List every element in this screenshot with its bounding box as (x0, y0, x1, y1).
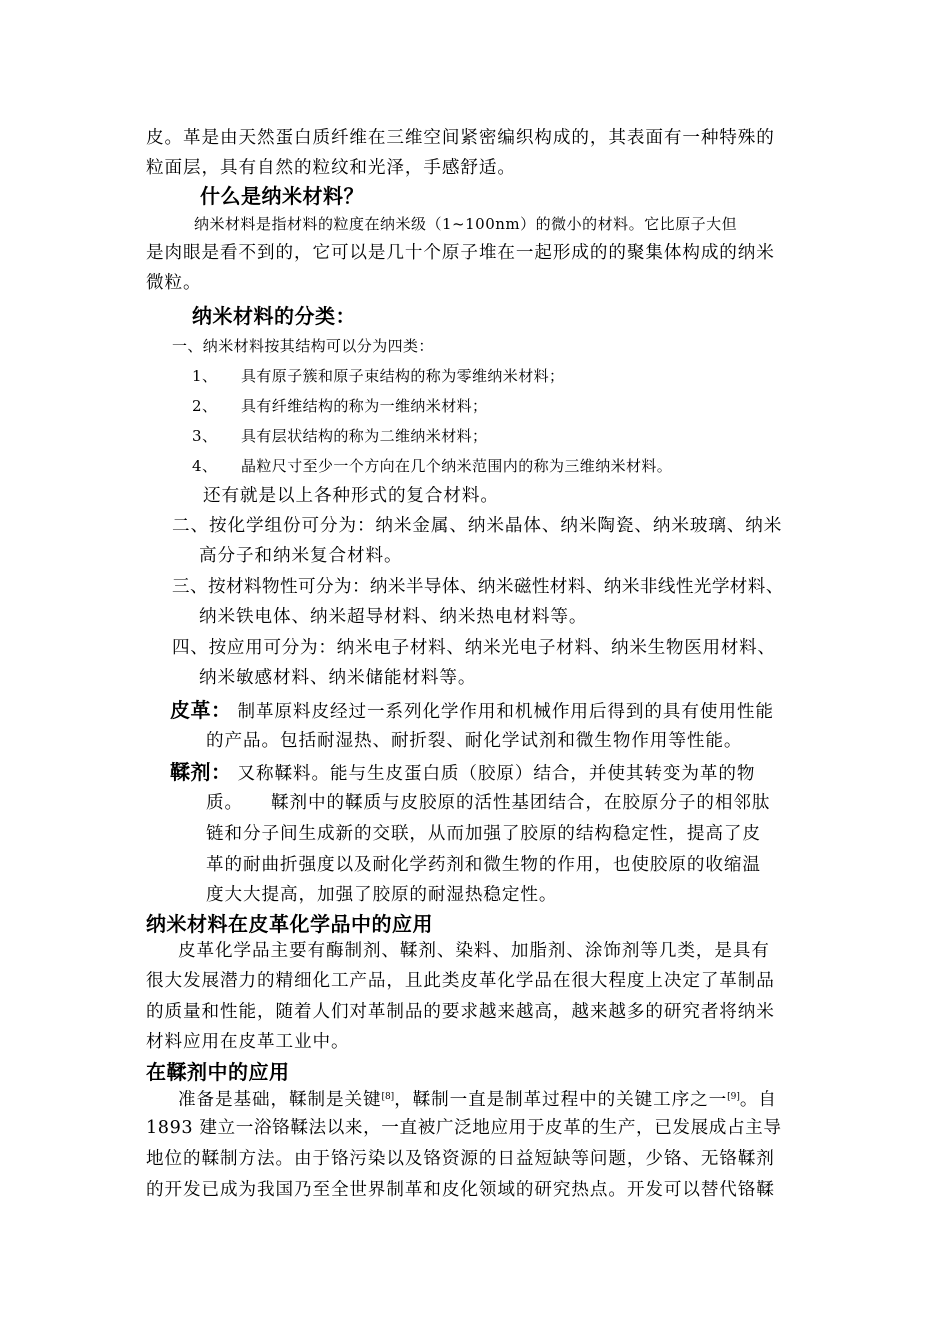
leather-definition-line-2: 的产品。包括耐湿热、耐折裂、耐化学试剂和微生物作用等性能。 (206, 731, 743, 751)
tanning-agent-line-3: 链和分子间生成新的交联，从而加强了胶原的结构稳定性，提高了皮 (206, 824, 761, 844)
heading-application: 纳米材料在皮革化学品中的应用 (146, 912, 433, 936)
item-number: 3、 (192, 427, 218, 445)
in-tanning-line-2: 1893 建立一浴铬鞣法以来，一直被广泛地应用于皮革的生产，已发展成占主导 (146, 1118, 782, 1138)
in-tanning-text-c: 。自 (739, 1090, 777, 1110)
tanning-agent-text: 又称鞣料。能与生皮蛋白质（胶原）结合，并使其转变为革的物 (237, 764, 756, 784)
classification-by-chemistry-2: 高分子和纳米复合材料。 (199, 546, 403, 566)
item-number: 2、 (192, 397, 218, 415)
tanning-agent-line-4: 革的耐曲折强度以及耐化学药剂和微生物的作用，也使胶原的收缩温 (206, 855, 761, 875)
application-line-1: 皮革化学品主要有酶制剂、鞣剂、染料、加脂剂、涂饰剂等几类，是具有 (178, 941, 770, 961)
in-tanning-line-3: 地位的鞣制方法。由于铬污染以及铬资源的日益短缺等问题，少铬、无铬鞣剂 (146, 1149, 775, 1169)
classification-by-property-1: 三、按材料物性可分为：纳米半导体、纳米磁性材料、纳米非线性光学材料、 (172, 577, 784, 597)
intro-line-2: 粒面层，具有自然的粒纹和光泽，手感舒适。 (146, 158, 516, 178)
item-text: 具有层状结构的称为二维纳米材料； (241, 427, 488, 445)
leather-term: 皮革： (170, 698, 232, 722)
structure-item-1 (192, 364, 564, 388)
tanning-agent-text-a: 质。 (206, 793, 243, 813)
what-is-line-3: 微粒。 (146, 273, 202, 293)
classification-by-chemistry-1: 二、按化学组份可分为：纳米金属、纳米晶体、纳米陶瓷、纳米玻璃、纳米 (172, 516, 783, 536)
in-tanning-line-4: 的开发已成为我国乃至全世界制革和皮化领域的研究热点。开发可以替代铬鞣 (146, 1180, 775, 1200)
citation-9: [9] (727, 1092, 740, 1102)
tanning-agent-line-1 (170, 760, 755, 786)
structure-item-3 (192, 424, 487, 448)
in-tanning-text-b: ，鞣制一直是制革过程中的关键工序之一 (394, 1090, 728, 1110)
tanning-agent-line-2 (206, 791, 770, 815)
intro-line-1: 皮。革是由天然蛋白质纤维在三维空间紧密编织构成的，其表面有一种特殊的 (146, 128, 775, 148)
structure-item-4 (192, 454, 672, 478)
application-line-2: 很大发展潜力的精细化工产品，且此类皮革化学品在很大程度上决定了革制品 (146, 971, 775, 991)
classification-by-application-2: 纳米敏感材料、纳米储能材料等。 (199, 668, 477, 688)
classification-by-application-1: 四、按应用可分为：纳米电子材料、纳米光电子材料、纳米生物医用材料、 (172, 638, 776, 658)
item-number: 1、 (192, 367, 218, 385)
leather-definition-line-1 (170, 698, 774, 724)
what-is-line-1: 纳米材料是指材料的粒度在纳米级（1~100nm）的微小的材料。它比原子大但 (194, 215, 738, 233)
item-text: 晶粒尺寸至少一个方向在几个纳米范围内的称为三维纳米材料。 (241, 457, 673, 475)
heading-what-is-nanomaterial: 什么是纳米材料？ (200, 184, 364, 208)
heading-classification: 纳米材料的分类： (192, 304, 356, 328)
what-is-line-2: 是肉眼是看不到的，它可以是几十个原子堆在一起形成的的聚集体构成的纳米 (146, 243, 775, 263)
item-text: 具有原子簇和原子束结构的称为零维纳米材料； (241, 367, 565, 385)
tanning-agent-term: 鞣剂： (170, 760, 232, 784)
citation-8: [8] (381, 1092, 395, 1102)
tanning-agent-line-5: 度大大提高，加强了胶原的耐湿热稳定性。 (206, 885, 558, 905)
item-number: 4、 (192, 457, 218, 475)
structure-item-2 (192, 394, 487, 418)
application-line-3: 的质量和性能，随着人们对革制品的要求越来越高，越来越多的研究者将纳米 (146, 1002, 775, 1022)
in-tanning-text-a: 准备是基础，鞣制是关键 (178, 1090, 382, 1110)
classification-by-structure: 一、纳米材料按其结构可以分为四类： (172, 337, 434, 355)
heading-in-tanning: 在鞣剂中的应用 (146, 1060, 290, 1084)
in-tanning-line-1 (178, 1085, 777, 1112)
composite-note: 还有就是以上各种形式的复合材料。 (203, 486, 499, 506)
item-text: 具有纤维结构的称为一维纳米材料； (241, 397, 488, 415)
classification-by-property-2: 纳米铁电体、纳米超导材料、纳米热电材料等。 (199, 607, 588, 627)
application-line-4: 材料应用在皮革工业中。 (146, 1032, 350, 1052)
tanning-agent-text-b: 鞣剂中的鞣质与皮胶原的活性基团结合，在胶原分子的相邻肽 (271, 793, 771, 813)
leather-text: 制革原料皮经过一系列化学作用和机械作用后得到的具有使用性能 (237, 702, 774, 722)
